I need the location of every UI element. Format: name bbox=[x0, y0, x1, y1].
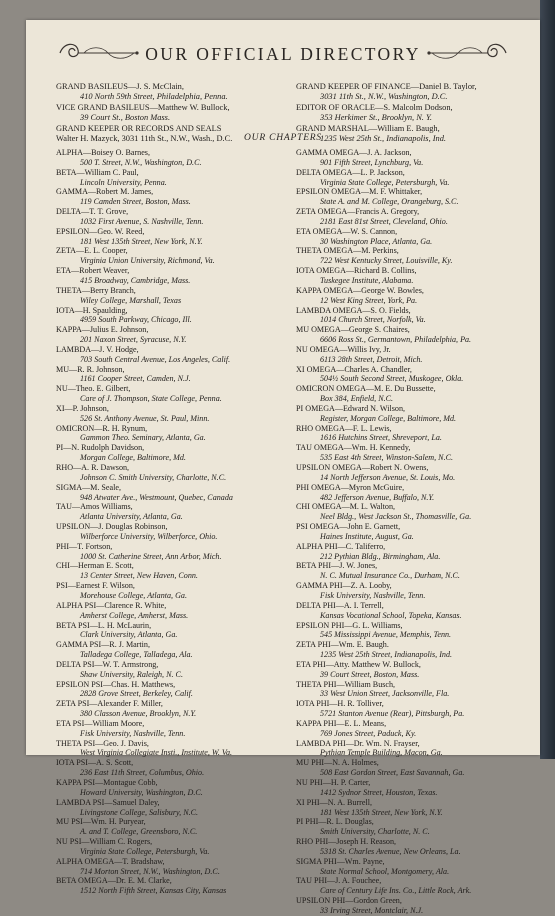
entry-address: Register, Morgan College, Baltimore, Md. bbox=[320, 413, 457, 423]
directory-entry bbox=[56, 660, 298, 680]
entry-address: 181 West 135th Street, New York, N.Y. bbox=[80, 236, 203, 246]
entry-name: XI—P. Johnson, bbox=[56, 403, 109, 413]
entry-name: OMICRON—R. H. Rynum, bbox=[56, 423, 148, 433]
entry-name: ZETA OMEGA—Francis A. Gregory, bbox=[296, 207, 420, 217]
entry-name: MU PSI—Wm. H. Puryear, bbox=[56, 817, 146, 827]
entry-address: 181 West 135th Street, New York, N.Y. bbox=[320, 807, 443, 817]
directory-entry bbox=[56, 424, 298, 444]
directory-entry bbox=[56, 103, 296, 124]
directory-entry bbox=[56, 640, 298, 660]
entry-address: 12 West King Street, York, Pa. bbox=[320, 295, 418, 305]
entry-address: 769 Jones Street, Paduck, Ky. bbox=[320, 728, 417, 738]
entry-address: Howard University, Washington, D.C. bbox=[80, 787, 203, 797]
entry-name: KAPPA PSI—Montague Cobb, bbox=[56, 778, 158, 787]
directory-entry bbox=[296, 187, 538, 207]
entry-name: IOTA PSI—A. S. Scott, bbox=[56, 758, 134, 768]
entry-address: 901 Fifth Street, Lynchburg, Va. bbox=[320, 157, 424, 167]
directory-entry bbox=[56, 246, 298, 266]
entry-address: 482 Jefferson Avenue, Buffalo, N.Y. bbox=[320, 492, 435, 502]
entry-name: ETA OMEGA—W. S. Cannon, bbox=[296, 226, 398, 236]
entry-name: KAPPA OMEGA—George W. Bowles, bbox=[296, 285, 424, 295]
entry-name: DELTA OMEGA—L. P. Jackson, bbox=[296, 167, 405, 177]
directory-entry bbox=[296, 581, 538, 601]
entry-address: Amherst College, Amherst, Mass. bbox=[80, 610, 189, 620]
directory-entry bbox=[56, 207, 298, 227]
entry-name: LAMBDA PSI—Samuel Daley, bbox=[56, 797, 160, 807]
directory-entry bbox=[296, 660, 538, 680]
entry-name: THETA OMEGA—M. Perkins, bbox=[296, 246, 399, 256]
directory-entry bbox=[56, 758, 298, 778]
directory-entry bbox=[56, 227, 298, 247]
entry-address: Morehouse College, Atlanta, Ga. bbox=[80, 590, 188, 600]
directory-entry bbox=[296, 837, 538, 857]
directory-entry bbox=[296, 699, 538, 719]
entry-address: 5318 St. Charles Avenue, New Orleans, La. bbox=[320, 846, 461, 856]
entry-name: MU OMEGA—George S. Chaires, bbox=[296, 325, 410, 335]
entry-name: ETA PSI—William Moore, bbox=[56, 718, 145, 728]
entry-address: 703 South Central Avenue, Los Angeles, Calif. bbox=[80, 354, 231, 364]
entry-name: RHO OMEGA—F. L. Lewis, bbox=[296, 423, 392, 433]
entry-address: Fisk University, Nashville, Tenn. bbox=[320, 590, 426, 600]
directory-entry bbox=[56, 463, 298, 483]
entry-name: BETA PSI—L. H. McLaurin, bbox=[56, 620, 152, 630]
entry-address: Livingstone College, Salisbury, N.C. bbox=[80, 807, 199, 817]
entry-name: BETA PHI—J. W. Jones, bbox=[296, 561, 378, 571]
entry-address: Virginia Union University, Richmond, Va. bbox=[80, 256, 215, 266]
directory-entry bbox=[296, 483, 538, 503]
directory-entry bbox=[56, 168, 298, 188]
directory-entry bbox=[296, 621, 538, 641]
entry-name: XI OMEGA—Charles A. Chandler, bbox=[296, 364, 412, 374]
entry-address: 3031 11th St., N.W., Washington, D.C. bbox=[320, 92, 448, 102]
entry-address: A. and T. College, Greensboro, N.C. bbox=[80, 827, 198, 837]
entry-address: State A. and M. College, Orangeburg, S.C. bbox=[320, 197, 459, 207]
entry-address: 1512 North Fifth Street, Kansas City, Kansas bbox=[80, 886, 227, 896]
entry-name: ZETA PSI—Alexander F. Miller, bbox=[56, 699, 163, 709]
entry-name: GAMMA OMEGA—J. A. Jackson, bbox=[296, 148, 412, 157]
entry-address: Care of Century Life Ins. Co., Little Rock, Ark. bbox=[320, 886, 472, 896]
entry-address: 13 Center Street, New Haven, Conn. bbox=[80, 571, 198, 581]
directory-entry bbox=[56, 699, 298, 719]
entry-name: UPSILON—J. Douglas Robinson, bbox=[56, 522, 168, 532]
directory-entry bbox=[296, 246, 538, 266]
directory-entry bbox=[296, 502, 538, 522]
chapters-left-column bbox=[56, 148, 298, 896]
directory-entry bbox=[56, 148, 298, 168]
directory-entry bbox=[56, 345, 298, 365]
entry-address: 5721 Stanton Avenue (Rear), Pittsburgh, Pa. bbox=[320, 709, 465, 719]
entry-address: 504½ South Second Street, Muskogee, Okla. bbox=[320, 374, 464, 384]
directory-entry bbox=[56, 581, 298, 601]
directory-entry bbox=[296, 345, 538, 365]
entry-address: 410 North 59th Street, Philadelphia, Penna. bbox=[80, 92, 228, 102]
entry-address: Morgan College, Baltimore, Md. bbox=[80, 453, 186, 463]
entry-name: CHI—Herman E. Scott, bbox=[56, 561, 134, 571]
entry-name: PI PHI—R. L. Douglas, bbox=[296, 817, 374, 827]
directory-entry bbox=[56, 739, 298, 759]
entry-name: MU PHI—N. A. Holmes, bbox=[296, 758, 379, 768]
entry-address: 201 Naxon Street, Syracuse, N.Y. bbox=[80, 335, 187, 345]
entry-name: TAU OMEGA—Wm. H. Kennedy, bbox=[296, 443, 411, 453]
entry-address: Fisk University, Nashville, Tenn. bbox=[80, 728, 186, 738]
entry-name: KAPPA—Julius E. Johnson, bbox=[56, 325, 149, 335]
directory-entry bbox=[296, 82, 536, 103]
directory-entry bbox=[296, 542, 538, 562]
directory-entry bbox=[296, 601, 538, 621]
entry-address: 6606 Ross St., Germantown, Philadelphia, Pa. bbox=[320, 335, 472, 345]
directory-entry bbox=[296, 463, 538, 483]
entry-address: N. C. Mutual Insurance Co., Durham, N.C. bbox=[320, 571, 460, 581]
entry-address: Atlanta University, Atlanta, Ga. bbox=[80, 512, 183, 522]
entry-address: 33 West Union Street, Jacksonville, Fla. bbox=[320, 689, 450, 699]
directory-entry bbox=[296, 325, 538, 345]
entry-address: Talladega College, Talladega, Ala. bbox=[80, 650, 193, 660]
entry-name: LAMBDA OMEGA—S. O. Fields, bbox=[296, 305, 411, 315]
entry-name: BETA OMEGA—Dr. E. M. Clarke, bbox=[56, 876, 172, 886]
entry-name: CHI OMEGA—M. L. Walton, bbox=[296, 502, 396, 512]
entry-name: KAPPA PHI—E. L. Means, bbox=[296, 718, 387, 728]
entry-address: 1235 West 25th Street, Indianapolis, Ind. bbox=[320, 650, 453, 660]
directory-entry bbox=[296, 817, 538, 837]
directory-entry bbox=[56, 778, 298, 798]
directory-entry bbox=[296, 286, 538, 306]
directory-entry bbox=[56, 601, 298, 621]
entry-address: 39 Court St., Boston Mass. bbox=[80, 113, 171, 123]
entry-address: 1235 West 25th St., Indianapolis, Ind. bbox=[320, 134, 447, 144]
entry-address: 948 Atwater Ave., Westmount, Quebec, Canada bbox=[80, 492, 233, 502]
entry-address: Virginia State College, Petersburgh, Va. bbox=[80, 846, 210, 856]
directory-entry bbox=[56, 542, 298, 562]
entry-name: NU—Theo. E. Gilbert, bbox=[56, 384, 131, 394]
entry-address: 500 T. Street, N.W., Washington, D.C. bbox=[80, 157, 202, 167]
directory-entry bbox=[56, 817, 298, 837]
entry-name: ZETA—E. L. Cooper, bbox=[56, 246, 128, 256]
directory-entry bbox=[296, 857, 538, 877]
entry-address: 1032 First Avenue, S. Nashville, Tenn. bbox=[80, 216, 204, 226]
entry-name: EPSILON—Geo. W. Reed, bbox=[56, 226, 145, 236]
entry-name: UPSILON OMEGA—Robert N. Owens, bbox=[296, 463, 429, 472]
entry-name: PI OMEGA—Edward N. Wilson, bbox=[296, 403, 406, 413]
entry-name: SIGMA PHI—Wm. Payne, bbox=[296, 856, 385, 866]
entry-address: Johnson C. Smith University, Charlotte, N.C. bbox=[80, 472, 227, 482]
entry-name: ETA—Robert Weaver, bbox=[56, 266, 130, 276]
entry-name: EPSILON OMEGA—M. F. Whittaker, bbox=[296, 187, 423, 197]
entry-name: IOTA—H. Spaulding, bbox=[56, 305, 128, 315]
entry-name: Walter H. Mazyck, 3031 11th St., N.W., Wash., D.C. bbox=[56, 134, 233, 144]
directory-entry bbox=[296, 778, 538, 798]
directory-entry bbox=[56, 286, 298, 306]
directory-entry bbox=[296, 798, 538, 818]
directory-entry bbox=[296, 306, 538, 326]
entry-name: EPSILON PHI—G. L. Williams, bbox=[296, 620, 403, 630]
directory-page bbox=[26, 20, 540, 915]
directory-entry bbox=[56, 82, 296, 103]
entry-name: LAMBDA—J. V. Hodge, bbox=[56, 344, 139, 354]
entry-name: ETA PHI—Atty. Matthew W. Bullock, bbox=[296, 659, 421, 669]
entry-name: DELTA—T. T. Grove, bbox=[56, 207, 129, 217]
directory-entry bbox=[56, 187, 298, 207]
directory-entry bbox=[296, 758, 538, 778]
entry-address: Lincoln University, Penna. bbox=[80, 177, 167, 187]
directory-entry bbox=[56, 384, 298, 404]
directory-entry bbox=[296, 103, 536, 124]
entry-name: SIGMA—M. Seale, bbox=[56, 482, 121, 492]
entry-address: 33 Irving Street, Montclair, N.J. bbox=[320, 905, 424, 915]
entry-address: 1412 Sydnor Street, Houston, Texas. bbox=[320, 787, 438, 797]
directory-entry bbox=[56, 876, 298, 896]
entry-address: 236 East 11th Street, Columbus, Ohio. bbox=[80, 768, 205, 778]
entry-address: 2828 Grove Street, Berkeley, Calif. bbox=[80, 689, 193, 699]
directory-entry bbox=[56, 621, 298, 641]
directory-entry bbox=[296, 227, 538, 247]
directory-entry bbox=[296, 522, 538, 542]
directory-entry bbox=[296, 148, 538, 168]
entry-name: VICE GRAND BASILEUS—Matthew W. Bullock, bbox=[56, 102, 230, 112]
entry-name: PHI OMEGA—Myron McGuire, bbox=[296, 482, 405, 492]
entry-name: GRAND MARSHAL—William E. Baugh, bbox=[296, 123, 440, 133]
entry-name: GAMMA—Robert M. James, bbox=[56, 187, 154, 197]
entry-address: 30 Washington Place, Atlanta, Ga. bbox=[320, 236, 433, 246]
entry-address: Smith University, Charlotte, N. C. bbox=[320, 827, 430, 837]
entry-name: THETA PHI—William Busch, bbox=[296, 679, 396, 689]
entry-address: 535 East 4th Street, Winston-Salem, N.C. bbox=[320, 453, 454, 463]
entry-name: IOTA OMEGA—Richard B. Collins, bbox=[296, 266, 417, 276]
directory-entry bbox=[296, 207, 538, 227]
entry-address: 508 East Gordon Street, East Savannah, Ga. bbox=[320, 768, 465, 778]
directory-entry bbox=[56, 325, 298, 345]
entry-name: EDITOR OF ORACLE—S. Malcolm Dodson, bbox=[296, 102, 453, 112]
directory-entry bbox=[56, 837, 298, 857]
entry-name: NU PSI—William C. Rogers, bbox=[56, 837, 153, 847]
entry-address: 526 St. Anthony Avenue, St. Paul, Minn. bbox=[80, 413, 210, 423]
entry-address: Pythian Temple Building, Macon, Ga. bbox=[320, 748, 443, 758]
entry-address: Virginia State College, Petersburgh, Va. bbox=[320, 177, 450, 187]
directory-entry bbox=[56, 483, 298, 503]
directory-entry bbox=[296, 561, 538, 581]
entry-name: LAMBDA PHI—Dr. Wm. N. Frayser, bbox=[296, 738, 420, 748]
entry-name: RHO—A. R. Dawson, bbox=[56, 463, 130, 472]
entry-address: 722 West Kentucky Street, Louisville, Ky. bbox=[320, 256, 453, 266]
entry-name: PSI—Earnest F. Wilson, bbox=[56, 581, 135, 591]
entry-address: Tuskegee Institute, Alabama. bbox=[320, 275, 414, 285]
book-binding bbox=[540, 0, 555, 759]
entry-name: DELTA PHI—A. I. Terrell, bbox=[296, 600, 384, 610]
entry-name: THETA—Berry Branch, bbox=[56, 285, 136, 295]
directory-entry bbox=[296, 365, 538, 385]
right-scroll-ornament-icon bbox=[426, 38, 512, 68]
directory-entry bbox=[56, 502, 298, 522]
entry-name: GRAND KEEPER OR RECORDS AND SEALS bbox=[56, 123, 222, 133]
entry-name: OMICRON OMEGA—M. E. Du Bussette, bbox=[296, 384, 436, 394]
page-title: OUR OFFICIAL DIRECTORY bbox=[145, 44, 421, 64]
directory-entry bbox=[296, 384, 538, 404]
directory-entry bbox=[56, 561, 298, 581]
directory-entry bbox=[296, 719, 538, 739]
directory-entry bbox=[296, 266, 538, 286]
entry-name: PHI—T. Fortson, bbox=[56, 541, 113, 551]
entry-address: 14 North Jefferson Avenue, St. Louis, Mo. bbox=[320, 472, 456, 482]
directory-entry bbox=[296, 443, 538, 463]
directory-entry bbox=[296, 168, 538, 188]
entry-name: GAMMA PSI—R. J. Martin, bbox=[56, 640, 150, 650]
entry-address: Care of J. Thompson, State College, Penna. bbox=[80, 394, 222, 404]
entry-address: 1000 St. Catherine Street, Ann Arbor, Mich. bbox=[80, 551, 222, 561]
entry-name: XI PHI—N. A. Burrell, bbox=[296, 797, 372, 807]
entry-address: 119 Camden Street, Boston, Mass. bbox=[80, 197, 191, 207]
entry-address: 2181 East 81st Street, Cleveland, Ohio. bbox=[320, 216, 448, 226]
entry-name: GRAND KEEPER OF FINANCE—Daniel B. Taylor, bbox=[296, 82, 477, 91]
entry-name: DELTA PSI—W. T. Armstrong, bbox=[56, 659, 159, 669]
entry-name: RHO PHI—Joseph H. Reason, bbox=[296, 837, 397, 847]
entry-address: 1161 Cooper Street, Camden, N.J. bbox=[80, 374, 191, 384]
entry-address: 212 Pythian Bldg., Birmingham, Ala. bbox=[320, 551, 441, 561]
entry-name: TAU PHI—J. A. Fouchee, bbox=[296, 876, 382, 886]
directory-entry bbox=[56, 719, 298, 739]
directory-entry bbox=[56, 443, 298, 463]
directory-entry bbox=[56, 365, 298, 385]
entry-name: GAMMA PHI—Z. A. Looby, bbox=[296, 581, 392, 591]
entry-name: ALPHA—Boisey O. Barnes, bbox=[56, 148, 150, 157]
entry-address: West Virginia Collegiate Insti., Institute, W. Va. bbox=[80, 748, 233, 758]
directory-entry bbox=[296, 739, 538, 759]
entry-name: NU PHI—H. P. Carter, bbox=[296, 778, 371, 787]
entry-address: 6113 28th Street, Detroit, Mich. bbox=[320, 354, 423, 364]
directory-entry bbox=[296, 876, 538, 896]
directory-entry bbox=[296, 896, 538, 916]
entry-name: IOTA PHI—H. R. Tolliver, bbox=[296, 699, 384, 709]
entry-address: Clark University, Atlanta, Ga. bbox=[80, 630, 178, 640]
entry-address: 39 Court Street, Boston, Mass. bbox=[320, 669, 420, 679]
entry-address: 714 Morton Street, N.W., Washington, D.C. bbox=[80, 866, 220, 876]
entry-address: State Normal School, Montgomery, Ala. bbox=[320, 866, 450, 876]
entry-address: 545 Mississippi Avenue, Memphis, Tenn. bbox=[320, 630, 452, 640]
directory-entry bbox=[296, 640, 538, 660]
directory-entry bbox=[296, 404, 538, 424]
entry-address: Box 384, Enfield, N.C. bbox=[320, 394, 394, 404]
entry-name: ALPHA OMEGA—T. Bradshaw, bbox=[56, 856, 165, 866]
entry-address: 353 Herkimer St., Brooklyn, N. Y. bbox=[320, 113, 432, 123]
entry-address: 4959 South Parkway, Chicago, Ill. bbox=[80, 315, 192, 325]
entry-name: PSI OMEGA—John E. Garnett, bbox=[296, 522, 401, 532]
entry-address: Wiley College, Marshall, Texas bbox=[80, 295, 182, 305]
entry-address: Haines Institute, August, Ga. bbox=[320, 531, 414, 541]
entry-address: Gammon Theo. Seminary, Atlanta, Ga. bbox=[80, 433, 206, 443]
directory-entry bbox=[56, 266, 298, 286]
page-header bbox=[26, 32, 540, 74]
entry-address: 380 Classon Avenue, Brooklyn, N.Y. bbox=[80, 709, 197, 719]
directory-entry bbox=[56, 857, 298, 877]
chapters-right-column bbox=[296, 148, 538, 916]
entry-address: Kansas Vocational School, Topeka, Kansas. bbox=[320, 610, 462, 620]
entry-name: EPSILON PSI—Chas. H. Matthews, bbox=[56, 679, 176, 689]
entry-address: 415 Broadway, Cambridge, Mass. bbox=[80, 275, 191, 285]
entry-name: BETA—William C. Paul, bbox=[56, 167, 139, 177]
entry-name: MU—R. R. Johnson, bbox=[56, 364, 125, 374]
directory-entry bbox=[56, 680, 298, 700]
directory-entry bbox=[56, 522, 298, 542]
entry-address: Shaw University, Raleigh, N. C. bbox=[80, 669, 183, 679]
entry-name: ALPHA PSI—Clarence R. White, bbox=[56, 600, 167, 610]
entry-address: Neel Bldg., West Jackson St., Thomasville, Ga. bbox=[320, 512, 472, 522]
directory-entry bbox=[56, 798, 298, 818]
directory-entry bbox=[56, 404, 298, 424]
entry-address: 1616 Hutchins Street, Shreveport, La. bbox=[320, 433, 442, 443]
directory-entry bbox=[56, 306, 298, 326]
entry-name: TAU—Amos Williams, bbox=[56, 502, 133, 512]
entry-name: ALPHA PHI—C. Taliferro, bbox=[296, 541, 386, 551]
directory-entry bbox=[296, 424, 538, 444]
entry-address: 1014 Church Street, Norfolk, Va. bbox=[320, 315, 426, 325]
entry-name: UPSILON PHI—Gordon Green, bbox=[296, 896, 402, 906]
entry-address: Wilberforce University, Wilberforce, Ohio. bbox=[80, 531, 218, 541]
entry-name: PI—N. Rudolph Davidson, bbox=[56, 443, 145, 453]
entry-name: THETA PSI—Geo. J. Davis, bbox=[56, 738, 149, 748]
chapters-heading: OUR CHAPTERS bbox=[244, 133, 322, 143]
entry-name: GRAND BASILEUS—J. S. McClain, bbox=[56, 82, 184, 91]
entry-name: ZETA PHI—Wm. E. Baugh. bbox=[296, 640, 389, 650]
directory-entry bbox=[296, 680, 538, 700]
entry-name: NU OMEGA—Willis Ivy, Jr. bbox=[296, 344, 391, 354]
